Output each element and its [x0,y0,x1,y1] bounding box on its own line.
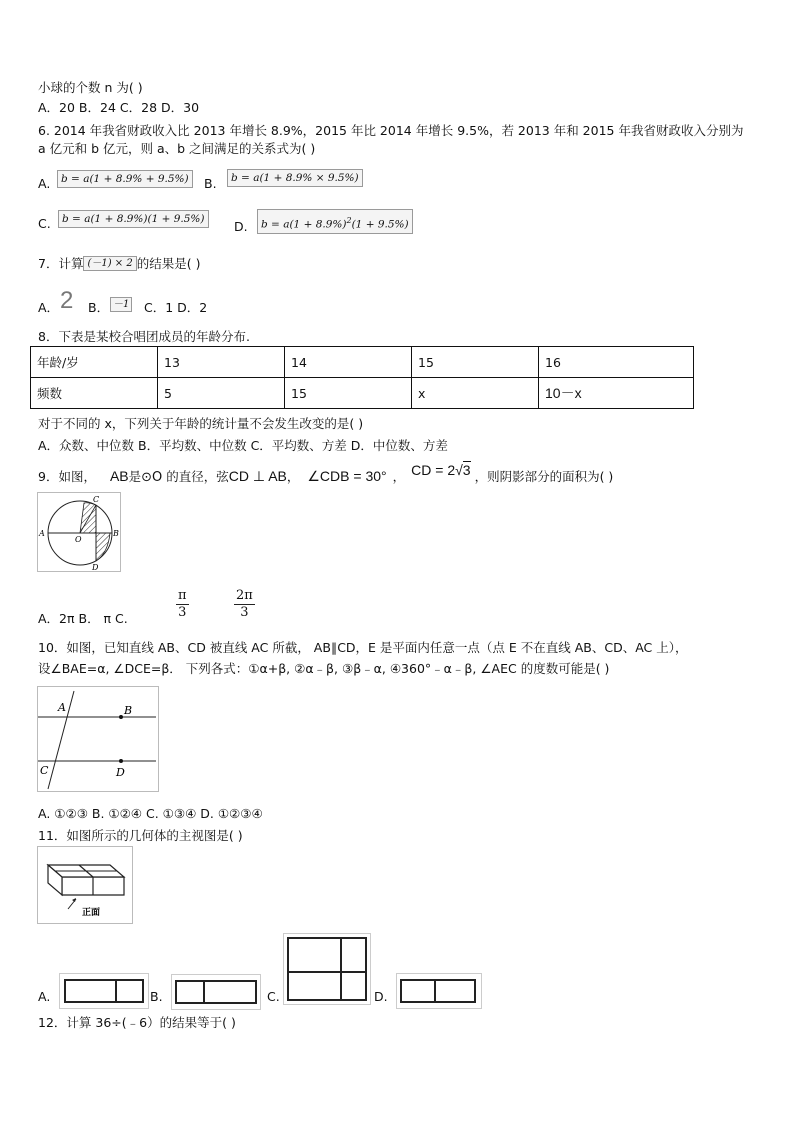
q9-stem: 9．如图， AB是⊙O 的直径，弦CD ⊥ AB， ∠CDB = 30° ， CD = 2√3 ，则阴影部分的面积为( ) [38,462,614,485]
q6-stem-line1: 6. 2014 年我省财政收入比 2013 年增长 8.9%，2015 年比 2014 年增长 9.5%，若 2013 年和 2015 年我省财政收入分别为 [38,123,744,138]
q5-stem-tail: 小球的个数 n 为( ) [38,80,143,95]
q8-question: 对于不同的 x，下列关于年龄的统计量不会发生改变的是( ) [38,416,364,431]
q11-option-c-figure [283,933,371,1005]
q7-option-a-value: 2 [60,287,74,314]
label-c: C [40,764,49,777]
q6-option-a-label: A. [38,176,51,191]
q9-options-ab: A．2π B． π C. [38,611,128,626]
q9-circle-diagram [38,493,120,571]
table-cell: 13 [158,347,285,378]
label-o: O [75,535,82,544]
table-cell: 15 [412,347,539,378]
label-d: D [92,563,99,571]
q9-option-d-fraction: $\frac{2\pi}{3}$ [236,588,253,620]
q6-option-a-formula: b = a(1 + 8.9% + 9.5%) [57,170,193,188]
label-d: D [116,766,125,779]
table-row [31,347,694,378]
label-b: B [124,704,133,717]
q6-option-d-label: D. [234,219,248,234]
q6-option-b-formula: b = a(1 + 8.9% × 9.5%) [227,169,363,187]
q11-option-a-figure [59,973,149,1009]
label-a: A [39,529,45,538]
table-cell: 14 [285,347,412,378]
q9-figure [37,492,121,572]
q5-options: A．20 B．24 C．28 D．30 [38,100,200,115]
option-b-view [172,975,260,1009]
q8-options: A．众数、中位数 B．平均数、中位数 C．平均数、方差 D．中位数、方差 [38,438,448,453]
table-cell: 频数 [31,378,158,409]
table-row [31,378,694,409]
age-table [30,346,694,409]
q7-option-b-value: －1 [110,297,132,312]
q11-option-d-label: D. [374,989,388,1004]
table-cell: 10－x [539,378,694,409]
option-a-view [60,974,148,1008]
q6-option-b-label: B. [204,176,217,191]
q10-parallel-lines-diagram [38,687,158,791]
label-c: C [93,495,100,504]
option-d-view [397,974,481,1008]
q10-stem-line2: 设∠BAE=α, ∠DCE=β． 下列各式：①α+β, ②α﹣β, ③β﹣α, ④360°﹣α﹣β, ∠AEC 的度数可能是( ) [38,661,610,676]
q6-option-c-formula: b = a(1 + 8.9%)(1 + 9.5%) [58,210,209,228]
q12-stem: 12．计算 36÷(﹣6）的结果等于( ) [38,1015,236,1030]
q6-option-c-label: C. [38,216,51,231]
q7-formula: (－1) × 2 [83,256,136,271]
option-c-view [284,934,370,1004]
table-cell: 16 [539,347,694,378]
q11-solid-diagram [38,847,132,923]
label-b: B [113,529,119,538]
q6-stem-line2: a 亿元和 b 亿元，则 a、b 之间满足的关系式为( ) [38,141,316,156]
q7-option-a-label: A． [38,300,60,315]
q10-options: A. ①②③ B. ①②④ C. ①③④ D. ①②③④ [38,806,263,821]
q9-option-c-fraction: $\frac{\pi}{3}$ [178,588,187,620]
q11-option-b-label: B. [150,989,163,1004]
q11-figure [37,846,133,924]
table-cell: 5 [158,378,285,409]
q7-stem: 7．计算 (－1) × 2 的结果是( ) [38,256,201,271]
q10-figure [37,686,159,792]
label-a: A [58,701,66,714]
q7-options-rest: C．1 D．2 [144,300,208,315]
front-view-label: 正面 [82,908,101,918]
q10-stem-line1: 10．如图，已知直线 AB、CD 被直线 AC 所截， AB∥CD，E 是平面内任意一点（点 E 不在直线 AB、CD、AC 上）， [38,640,688,655]
q11-option-c-label: C. [267,989,280,1004]
q11-stem: 11．如图所示的几何体的主视图是( ) [38,828,243,843]
q8-stem: 8．下表是某校合唱团成员的年龄分布. [38,329,250,344]
q11-option-a-label: A. [38,989,51,1004]
q7-option-b-label: B． [88,300,110,315]
q11-option-d-figure [396,973,482,1009]
table-cell: 年龄/岁 [31,347,158,378]
table-cell: 15 [285,378,412,409]
q11-option-b-figure [171,974,261,1010]
q6-option-d-formula: $b = a(1 + 8.9\%)^2(1 + 9.5\%)$ [257,209,413,234]
table-cell: x [412,378,539,409]
shaded-region-lower [96,533,110,561]
